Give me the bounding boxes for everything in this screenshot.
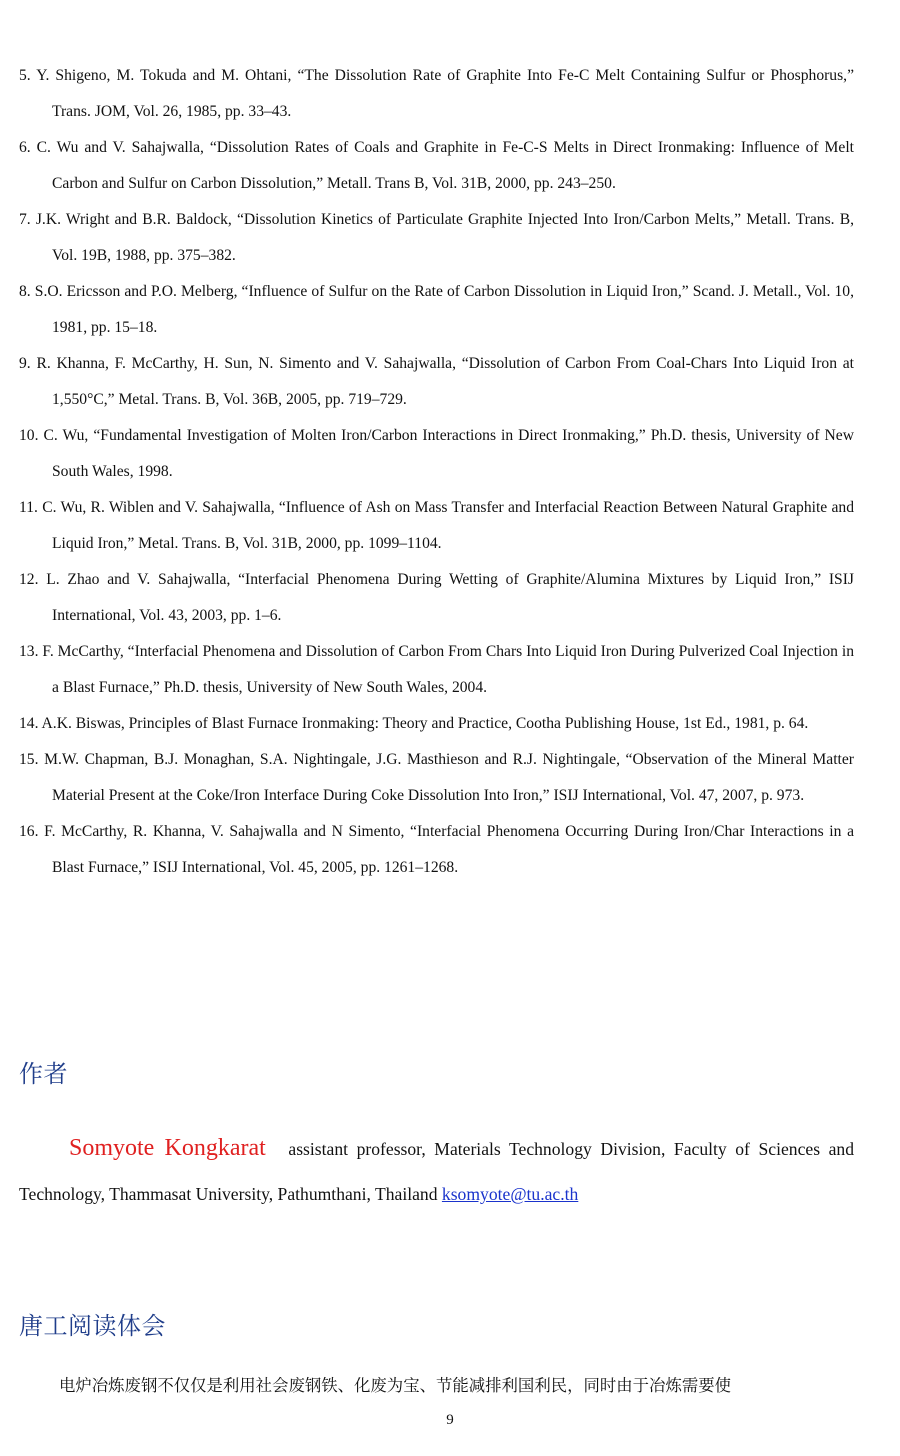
- reference-number: 12.: [19, 571, 39, 588]
- author-name: Somyote Kongkarat: [69, 1135, 266, 1161]
- reference-number: 10.: [19, 427, 39, 444]
- reference-item: [19, 130, 854, 202]
- reference-item: [19, 742, 854, 814]
- reference-number: 8.: [19, 283, 31, 300]
- reference-item: [19, 202, 854, 274]
- reference-text: C. Wu and V. Sahajwalla, “Dissolution Rates of Coals and Graphite in Fe-C-S Melts in Direct Ironmaking: Influence of Melt Carbon and Sulfur on Carbon Dissolution,” Metall. Trans B, Vol. 31B, 2000, pp. 243–250.: [36, 139, 854, 192]
- reference-number: 16.: [19, 823, 39, 840]
- reference-item: [19, 562, 854, 634]
- reference-item: [19, 58, 854, 130]
- reference-text: Y. Shigeno, M. Tokuda and M. Ohtani, “The Dissolution Rate of Graphite Into Fe-C Melt Containing Sulfur or Phosphorus,” Trans. JOM, Vol. 26, 1985, pp. 33–43.: [36, 67, 854, 120]
- reference-number: 13.: [19, 643, 39, 660]
- reference-number: 11.: [19, 499, 38, 516]
- reference-item: [19, 634, 854, 706]
- reference-text: L. Zhao and V. Sahajwalla, “Interfacial Phenomena During Wetting of Graphite/Alumina Mixtures by Liquid Iron,” ISIJ International, Vol. 43, 2003, pp. 1–6.: [46, 571, 854, 624]
- reference-text: M.W. Chapman, B.J. Monaghan, S.A. Nightingale, J.G. Masthieson and R.J. Nightingale, “Observation of the Mineral Matter Material Present at the Coke/Iron Interface During Coke Dissolution Into Iron,” ISIJ International, Vol. 47, 2007, p. 973.: [44, 751, 854, 804]
- author-section-heading: 作者: [19, 1060, 68, 1088]
- reference-number: 15.: [19, 751, 39, 768]
- reference-text: S.O. Ericsson and P.O. Melberg, “Influence of Sulfur on the Rate of Carbon Dissolution in Liquid Iron,” Scand. J. Metall., Vol. 10, 1981, pp. 15–18.: [34, 283, 854, 336]
- reference-item: [19, 346, 854, 418]
- reference-list: [0, 58, 900, 886]
- reference-text: C. Wu, R. Wiblen and V. Sahajwalla, “Influence of Ash on Mass Transfer and Interfacial Reaction Between Natural Graphite and Liquid Iron,” Metal. Trans. B, Vol. 31B, 2000, pp. 1099–1104.: [42, 499, 854, 552]
- author-bio: [19, 1126, 854, 1217]
- reference-text: F. McCarthy, R. Khanna, V. Sahajwalla and N Simento, “Interfacial Phenomena Occurring During Iron/Char Interactions in a Blast Furnace,” ISIJ International, Vol. 45, 2005, pp. 1261–1268.: [44, 823, 854, 876]
- reference-item: [19, 274, 854, 346]
- reference-number: 6.: [19, 139, 31, 156]
- reference-item: [19, 706, 854, 742]
- reading-notes-heading: 唐工阅读体会: [19, 1312, 166, 1340]
- reference-item: [19, 418, 854, 490]
- reference-number: 7.: [19, 211, 31, 228]
- reference-item: [19, 814, 854, 886]
- author-email-link[interactable]: ksomyote@tu.ac.th: [441, 1184, 579, 1204]
- reference-number: 14.: [19, 715, 39, 732]
- reading-notes-text: 电炉冶炼废钢不仅仅是利用社会废钢铁、化废为宝、节能减排利国利民，同时由于冶炼需要使: [59, 1376, 732, 1395]
- reference-number: 5.: [19, 67, 31, 84]
- reference-item: [19, 490, 854, 562]
- reference-number: 9.: [19, 355, 31, 372]
- reference-text: A.K. Biswas, Principles of Blast Furnace Ironmaking: Theory and Practice, Cootha Publishing House, 1st Ed., 1981, p. 64.: [41, 715, 809, 732]
- reference-text: C. Wu, “Fundamental Investigation of Molten Iron/Carbon Interactions in Direct Ironmaking,” Ph.D. thesis, University of New South Wales, 1998.: [43, 427, 854, 480]
- reference-text: R. Khanna, F. McCarthy, H. Sun, N. Simento and V. Sahajwalla, “Dissolution of Carbon From Coal-Chars Into Liquid Iron at 1,550°C,” Metal. Trans. B, Vol. 36B, 2005, pp. 719–729.: [36, 355, 854, 408]
- reference-text: F. McCarthy, “Interfacial Phenomena and Dissolution of Carbon From Chars Into Liquid Iron During Pulverized Coal Injection in a Blast Furnace,” Ph.D. thesis, University of New South Wales, 2004.: [42, 643, 854, 696]
- page-number: 9: [446, 1412, 454, 1428]
- reference-text: J.K. Wright and B.R. Baldock, “Dissolution Kinetics of Particulate Graphite Injected Into Iron/Carbon Melts,” Metall. Trans. B, Vol. 19B, 1988, pp. 375–382.: [35, 211, 854, 264]
- author-description: assistant professor, Materials Technology Division, Faculty of Sciences and Technology, Thammasat University, Pathumthani, Thailand: [19, 1139, 855, 1204]
